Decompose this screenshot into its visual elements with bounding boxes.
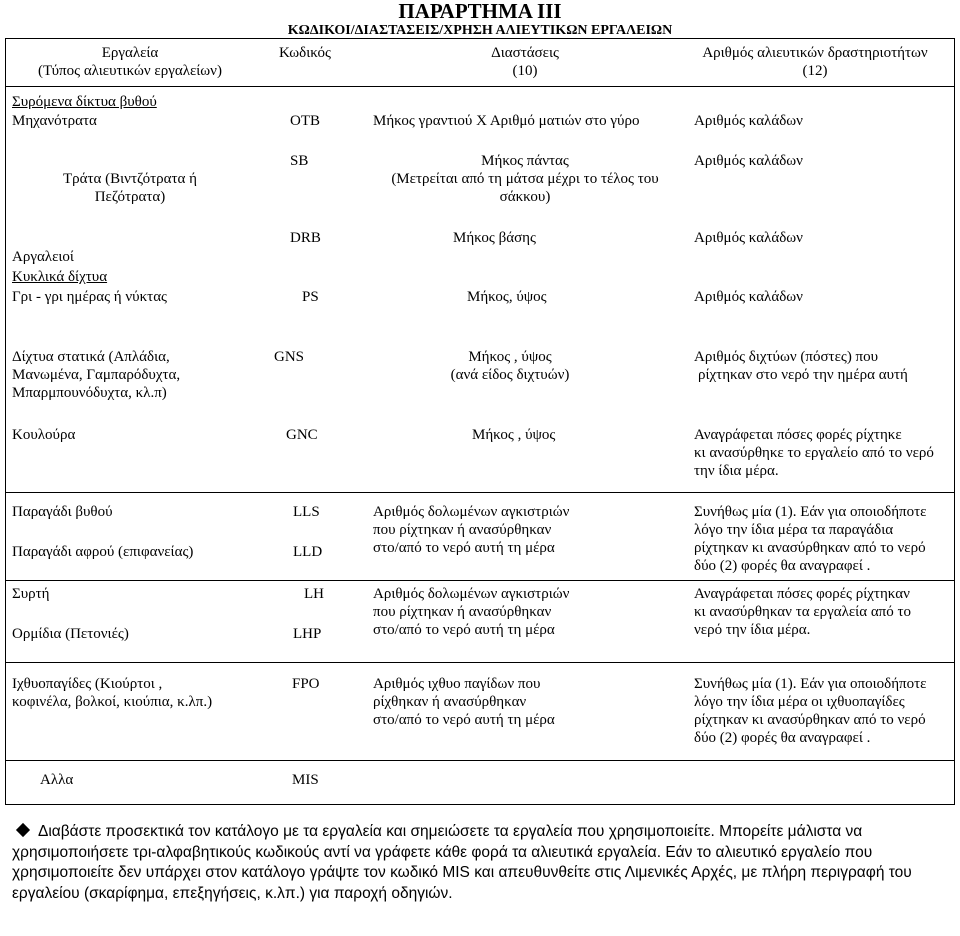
code-lld: LLD (293, 544, 323, 560)
dims-lh: Αριθμός δολωμένων αγκιστριών που ρίχτηκαν ή ανασύρθηκαν στο/από το νερό αυτή τη μέρα (373, 586, 570, 638)
code-lh: LH (304, 586, 324, 602)
dims-lls: Αριθμός δολωμένων αγκιστριών που ρίχτηκαν ή ανασύρθηκαν στο/από το νερό αυτή τη μέρα (373, 504, 570, 556)
code-fpo: FPO (292, 676, 320, 692)
count-fpo: Συνήθως μία (1). Εάν για οποιοδήποτε λόγο την ίδια μέρα οι ιχθυοπαγίδες ρίχτηκαν κι ανασύρθηκαν από το νερό δύο (2) φορές θα αναγραφεί . (694, 676, 927, 746)
count-drb: Αριθμός καλάδων (694, 230, 803, 246)
dims-fpo: Αριθμός ιχθυο παγίδων που ρίχθηκαν ή ανασύρθηκαν στο/από το νερό αυτή τη μέρα (373, 676, 555, 728)
gear-mis: Αλλα (40, 772, 74, 788)
gear-gnc: Κουλούρα (12, 427, 76, 443)
gear-lh: Συρτή (12, 586, 50, 602)
gear-lhp: Ορμίδια (Πετονιές) (12, 626, 129, 642)
count-ps: Αριθμός καλάδων (694, 289, 803, 305)
dims-sb: Μήκος πάντας (Μετρείται από τη μάτσα μέχρι το τέλος του σάκκου) (391, 153, 659, 205)
gear-lls: Παραγάδι βυθού (12, 504, 113, 520)
count-gns: Αριθμός διχτύων (πόστες) που ρίχτηκαν στο νερό την ημέρα αυτή (694, 349, 908, 383)
group-label-purse-seines: Κυκλικά δίχτυα (12, 269, 108, 285)
column-header-dimensions: Διαστάσεις (10) (491, 45, 559, 79)
diamond-bullet-icon (16, 823, 30, 837)
column-header-code: Κωδικός (279, 45, 331, 61)
code-mis: MIS (292, 772, 319, 788)
code-gns: GNS (274, 349, 305, 365)
instruction-text: Διαβάστε προσεκτικά τον κατάλογο με τα εργαλεία και σημειώσετε τα εργαλεία που χρησιμοποιείτε. Μπορείτε μάλιστα να χρησιμοποιήσετε τρι-αλφαβητικούς κωδικούς αντί να γράφετε κάθε φορά τα αλιευτικά εργαλεία. Εάν το αλιευτικό εργαλείο που χρησιμοποιείτε δεν υπάρχει στον κατάλογο γράψτε τον κωδικό MIS και απευθυνθείτε στις Λιμενικές Αρχές, με πλήρη περιγραφή του εργαλείου (σκαρίφημα, επεξηγήσεις, κ.λπ.) για παροχή οδηγιών. (12, 823, 912, 902)
section-divider-3 (5, 662, 955, 663)
document-subtitle: ΚΩΔΙΚΟΙ/ΔΙΑΣΤΑΣΕΙΣ/ΧΡΗΣΗ ΑΛΙΕΥΤΙΚΩΝ ΕΡΓΑΛΕΙΩΝ (287, 23, 673, 38)
column-header-activity-count: Αριθμός αλιευτικών δραστηριοτήτων (12) (702, 45, 928, 79)
gear-gns: Δίχτυα στατικά (Απλάδια, Μανωμένα, Γαμπαρόδυχτα, Μπαρμπουνόδυχτα, κλ.π) (12, 349, 181, 401)
dims-otb: Μήκος γραντιού Χ Αριθμό ματιών στο γύρο (373, 113, 640, 129)
gear-ps: Γρι - γρι ημέρας ή νύκτας (12, 289, 167, 305)
dims-drb: Μήκος βάσης (453, 230, 536, 246)
count-gnc: Αναγράφεται πόσες φορές ρίχτηκε κι ανασύρθηκε το εργαλείο από το νερό την ίδια μέρα. (694, 427, 934, 479)
code-gnc: GNC (286, 427, 318, 443)
count-lls: Συνήθως μία (1). Εάν για οποιοδήποτε λόγο την ίδια μέρα τα παραγάδια ρίχτηκαν κι ανασύρθηκαν από το νερό δύο (2) φορές θα αναγραφεί . (694, 504, 927, 574)
header-divider (5, 86, 955, 87)
code-ps: PS (302, 289, 319, 305)
count-otb: Αριθμός καλάδων (694, 113, 803, 129)
group-label-bottom-trawls: Συρόμενα δίκτυα βυθού (12, 94, 157, 110)
document-title: ΠΑΡΑΡΤΗΜΑ III (398, 0, 562, 23)
instruction-note (12, 822, 952, 904)
section-divider-2 (5, 580, 955, 581)
gear-lld: Παραγάδι αφρού (επιφανείας) (12, 544, 194, 560)
count-sb: Αριθμός καλάδων (694, 153, 803, 169)
code-sb: SB (290, 153, 309, 169)
code-drb: DRB (290, 230, 321, 246)
gear-sb: Τράτα (Βιντζότρατα ή Πεζότρατα) (62, 171, 197, 205)
section-divider-4 (5, 760, 955, 761)
dims-gnc: Μήκος , ύψος (472, 427, 556, 443)
dims-gns: Μήκος , ύψος (ανά είδος διχτυών) (450, 349, 570, 383)
count-lh: Αναγράφεται πόσες φορές ρίχτηκαν κι ανασύρθηκαν τα εργαλεία από το νερό την ίδια μέρα. (694, 586, 912, 638)
section-divider-1 (5, 492, 955, 493)
code-lhp: LHP (293, 626, 322, 642)
gear-otb: Μηχανότρατα (12, 113, 97, 129)
code-lls: LLS (293, 504, 320, 520)
column-header-gear: Εργαλεία (Τύπος αλιευτικών εργαλείων) (38, 45, 222, 79)
gear-fpo: Ιχθυοπαγίδες (Κιούρτοι , κοφινέλα, βολκοί, κιούπια, κ.λπ.) (12, 676, 213, 710)
gear-drb: Αργαλειοί (12, 249, 74, 265)
code-otb: OTB (290, 113, 320, 129)
dims-ps: Μήκος, ύψος (467, 289, 547, 305)
